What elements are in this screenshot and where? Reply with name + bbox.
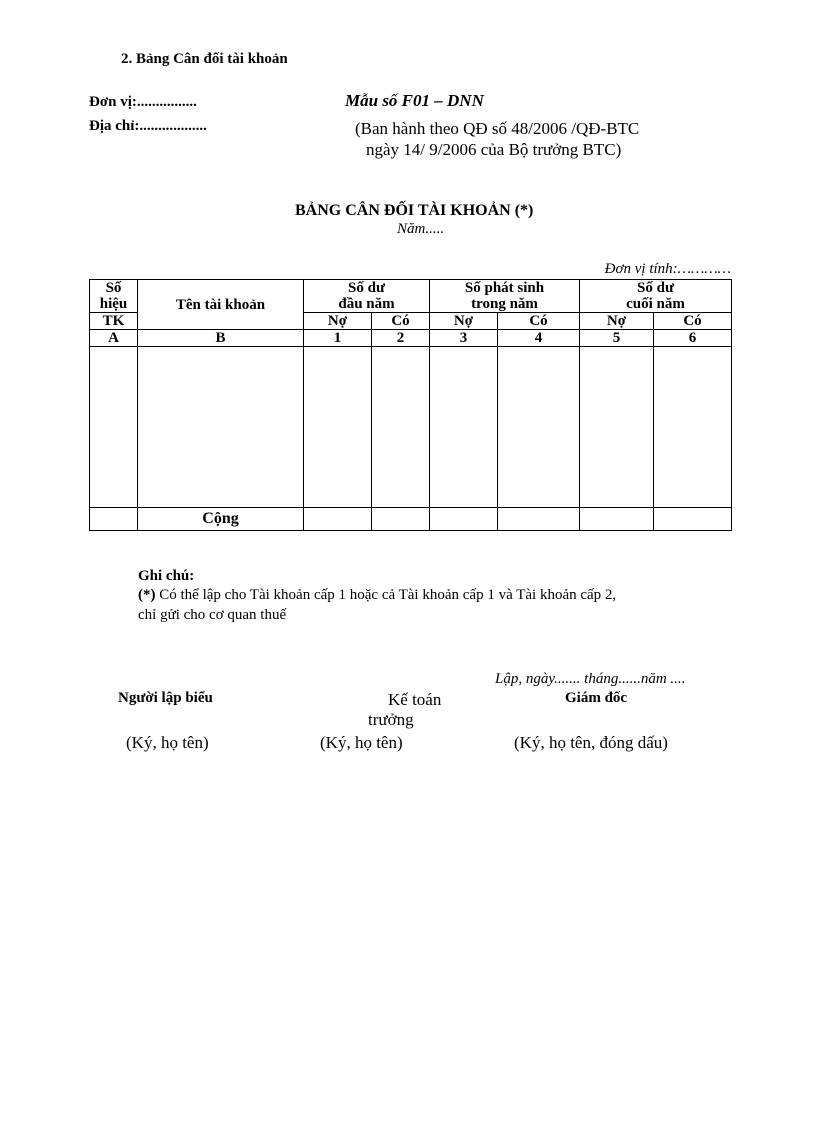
code-cell: B <box>138 330 304 347</box>
period-debit-header: Nợ <box>430 313 498 330</box>
document-title: BẢNG CÂN ĐỐI TÀI KHOẢN (*) <box>295 202 534 219</box>
code-cell: 2 <box>372 330 430 347</box>
total-label: Cộng <box>138 508 304 531</box>
empty-cell <box>430 508 498 531</box>
empty-cell <box>372 508 430 531</box>
empty-cell <box>90 508 138 531</box>
code-cell: 6 <box>654 330 732 347</box>
unit-field: Đơn vị:................ <box>89 94 197 110</box>
opening-debit-header: Nợ <box>304 313 372 330</box>
preparer-signature: (Ký, họ tên) <box>126 733 209 752</box>
header-account-no-tk: TK <box>90 313 138 330</box>
empty-cell <box>580 508 654 531</box>
director-signature: (Ký, họ tên, đóng dấu) <box>514 733 668 752</box>
notes-heading: Ghi chú: <box>138 568 195 584</box>
table-body-row <box>90 347 732 508</box>
accountant-title-line-2: trưởng <box>368 710 414 729</box>
notes-line-2: chỉ gửi cho cơ quan thuế <box>138 607 287 623</box>
empty-cell <box>90 347 138 508</box>
decree-line-1: (Ban hành theo QĐ số 48/2006 /QĐ-BTC <box>355 119 640 138</box>
code-cell: 5 <box>580 330 654 347</box>
year-line: Năm..... <box>397 221 445 237</box>
accountant-title-line-1: Kế toán <box>388 690 442 709</box>
form-number: Mẫu số F01 – DNN <box>345 91 484 110</box>
header-account-name: Tên tài khoản <box>138 280 304 330</box>
code-cell: 4 <box>498 330 580 347</box>
empty-cell <box>138 347 304 508</box>
header-opening-balance: Số dư đầu năm <box>304 280 430 313</box>
date-line: Lập, ngày....... tháng......năm .... <box>495 671 686 687</box>
closing-credit-header: Có <box>654 313 732 330</box>
total-row <box>90 508 732 531</box>
empty-cell <box>580 347 654 508</box>
header-closing-balance: Số dư cuối năm <box>580 280 732 313</box>
account-balance-table <box>89 279 732 531</box>
currency-unit: Đơn vị tính:………… <box>604 261 731 277</box>
empty-cell <box>654 347 732 508</box>
opening-credit-header: Có <box>372 313 430 330</box>
accountant-signature: (Ký, họ tên) <box>320 733 403 752</box>
code-cell: 1 <box>304 330 372 347</box>
address-field: Địa chỉ:.................. <box>89 118 207 134</box>
period-credit-header: Có <box>498 313 580 330</box>
code-cell: 3 <box>430 330 498 347</box>
empty-cell <box>498 508 580 531</box>
closing-debit-header: Nợ <box>580 313 654 330</box>
director-title: Giám đốc <box>565 690 628 706</box>
empty-cell <box>304 508 372 531</box>
notes-line-1: (*) Có thể lập cho Tài khoản cấp 1 hoặc cả Tài khoản cấp 1 và Tài khoản cấp 2, <box>138 587 617 603</box>
empty-cell <box>430 347 498 508</box>
section-title: 2. Bảng Cân đối tài khoản <box>121 51 288 67</box>
preparer-title: Người lập biểu <box>118 690 213 706</box>
header-period-activity: Số phát sinh trong năm <box>430 280 580 313</box>
empty-cell <box>372 347 430 508</box>
header-account-no: Số hiệu <box>90 280 138 313</box>
code-cell: A <box>90 330 138 347</box>
empty-cell <box>498 347 580 508</box>
empty-cell <box>654 508 732 531</box>
empty-cell <box>304 347 372 508</box>
decree-line-2: ngày 14/ 9/2006 của Bộ trưởng BTC) <box>366 140 622 159</box>
